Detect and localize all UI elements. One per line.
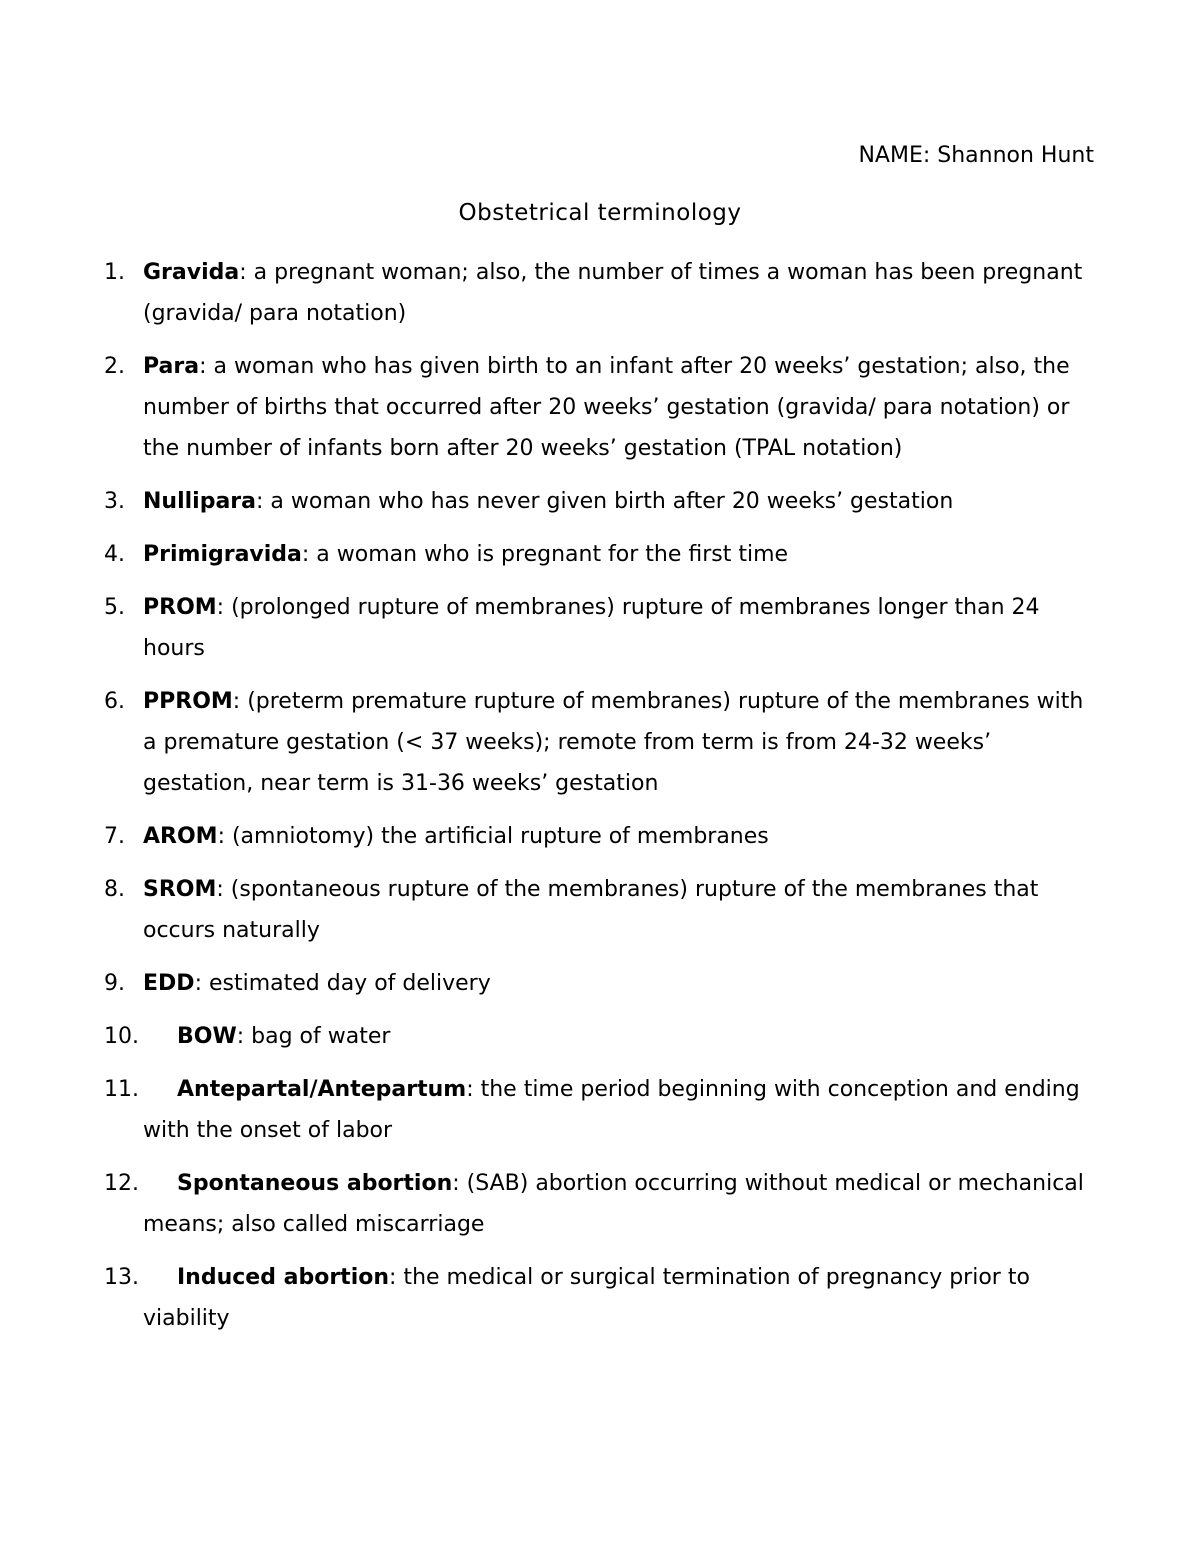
term-definition: : a woman who has never given birth after 20 weeks’ gestation [256, 489, 954, 514]
term-name: Spontaneous abortion [177, 1171, 453, 1196]
item-number: 1. [104, 260, 125, 285]
term-definition: : a woman who is pregnant for the first time [301, 542, 789, 567]
item-number: 8. [104, 877, 125, 902]
term-item-antepartal [0, 1069, 1200, 1151]
term-definition: : (SAB) abortion occurring without medical or mechanical means; also called miscarriage [143, 1171, 1084, 1237]
term-definition: : estimated day of delivery [194, 971, 491, 996]
term-item-para [0, 346, 1200, 469]
term-item-edd [0, 963, 1200, 1004]
term-definition: : (preterm premature rupture of membranes) rupture of the membranes with a premature gestation (< 37 weeks); remote from term is from 24-32 weeks’ gestation, near term is 31-36 weeks’ gestation [143, 689, 1084, 796]
term-item-nullipara [0, 481, 1200, 522]
term-definition: : a woman who has given birth to an infant after 20 weeks’ gestation; also, the number of births that occurred after 20 weeks’ gestation (gravida/ para notation) or the number of infants born after 20 weeks’ gestation (TPAL notation) [143, 354, 1070, 461]
term-definition: : bag of water [236, 1024, 391, 1049]
item-number: 2. [104, 354, 125, 379]
term-item-spontaneous-abortion [0, 1163, 1200, 1245]
item-number: 13. [104, 1265, 139, 1290]
term-name: EDD [143, 971, 195, 996]
item-number: 7. [104, 824, 125, 849]
item-number: 12. [104, 1171, 139, 1196]
term-definition: : the time period beginning with conception and ending with the onset of labor [143, 1077, 1080, 1143]
item-number: 6. [104, 689, 125, 714]
term-definition: : (amniotomy) the artificial rupture of membranes [217, 824, 769, 849]
term-name: AROM [143, 824, 218, 849]
student-name-line: NAME: Shannon Hunt [858, 143, 1094, 168]
term-item-gravida [0, 252, 1200, 334]
term-name: Antepartal/Antepartum [177, 1077, 467, 1102]
term-definition: : (prolonged rupture of membranes) rupture of membranes longer than 24 hours [143, 595, 1040, 661]
terminology-list [0, 252, 1200, 1351]
item-number: 10. [104, 1024, 139, 1049]
term-name: Primigravida [143, 542, 302, 567]
term-name: Induced abortion [177, 1265, 390, 1290]
term-item-prom [0, 587, 1200, 669]
term-name: Para [143, 354, 200, 379]
term-item-srom [0, 869, 1200, 951]
term-item-induced-abortion [0, 1257, 1200, 1339]
term-item-arom [0, 816, 1200, 857]
term-name: BOW [177, 1024, 237, 1049]
term-definition: : a pregnant woman; also, the number of times a woman has been pregnant (gravida/ para notation) [143, 260, 1083, 326]
term-item-pprom [0, 681, 1200, 804]
term-item-primigravida [0, 534, 1200, 575]
item-number: 9. [104, 971, 125, 996]
document-title: Obstetrical terminology [458, 200, 742, 226]
term-name: PPROM [143, 689, 233, 714]
term-name: PROM [143, 595, 217, 620]
item-number: 11. [104, 1077, 139, 1102]
item-number: 4. [104, 542, 125, 567]
term-name: Nullipara [143, 489, 256, 514]
item-number: 5. [104, 595, 125, 620]
term-definition: : (spontaneous rupture of the membranes) rupture of the membranes that occurs naturally [143, 877, 1039, 943]
term-definition: : the medical or surgical termination of pregnancy prior to viability [143, 1265, 1030, 1331]
term-name: SROM [143, 877, 217, 902]
term-item-bow [0, 1016, 1200, 1057]
item-number: 3. [104, 489, 125, 514]
term-name: Gravida [143, 260, 240, 285]
